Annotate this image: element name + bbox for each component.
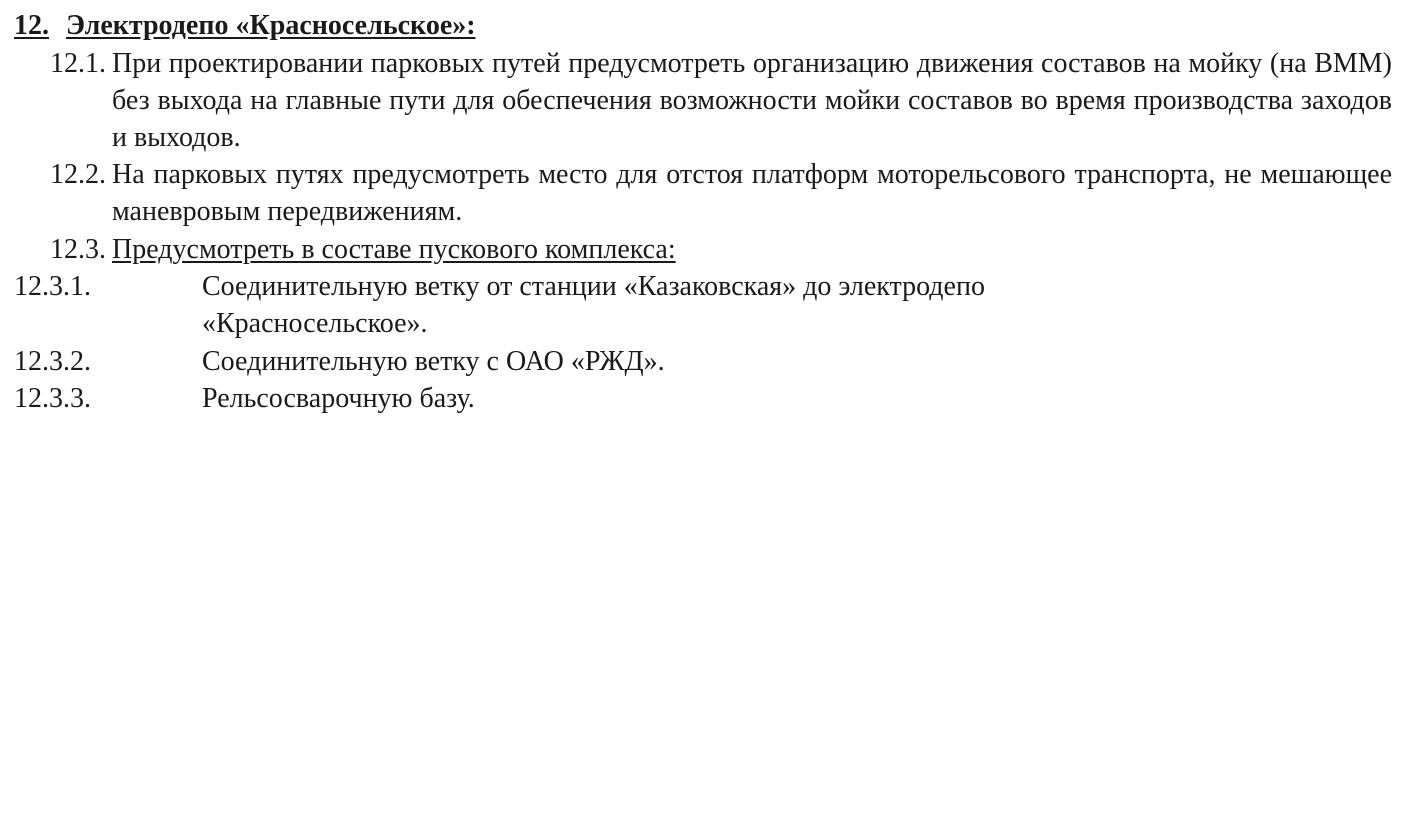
heading-number: 12. [14,10,49,41]
clause-12-3-1-text [202,269,1392,342]
clause-12-3-1 [14,269,1392,342]
clause-12-1-number: 12.1. [50,48,106,80]
clause-12-3-text: Предусмотреть в составе пускового комплекса: [112,233,676,265]
clause-12-3-2 [14,344,1392,381]
clause-12-3-2-number: 12.3.2. [14,345,91,377]
clause-12-3-3-number: 12.3.3. [14,383,91,415]
clause-12-3-1-number: 12.3.1. [14,271,91,303]
clause-12-3-1-line1: Соединительную ветку от станции «Казаковская» до электродепо [202,271,985,303]
clause-12-3 [14,232,1392,269]
clause-12-1-text: При проектировании парковых путей предусмотреть организацию движения составов на мойку (на ВММ) без выхода на главные пути для обеспечения возможности мойки составов во время производства заходов и выходов. [112,48,1392,153]
clause-12-3-1-line2: «Красносельское». [202,308,428,340]
clause-12-2-number: 12.2. [50,159,106,191]
clause-12-3-3-text: Рельсосварочную базу. [202,383,475,415]
clause-12-1 [14,46,1392,156]
clause-12-2-text: На парковых путях предусмотреть место для отстоя платформ моторельсового транспорта, не мешающее маневровым передвижениям. [112,159,1392,228]
clause-12-3-number: 12.3. [50,233,106,265]
heading-text: Электродепо «Красносельское»: [66,10,476,41]
clause-12-3-3 [14,381,1392,418]
clause-12-3-2-text: Соединительную ветку с ОАО «РЖД». [202,345,665,377]
clause-12-2 [14,157,1392,230]
heading-clause-12 [14,8,1392,44]
